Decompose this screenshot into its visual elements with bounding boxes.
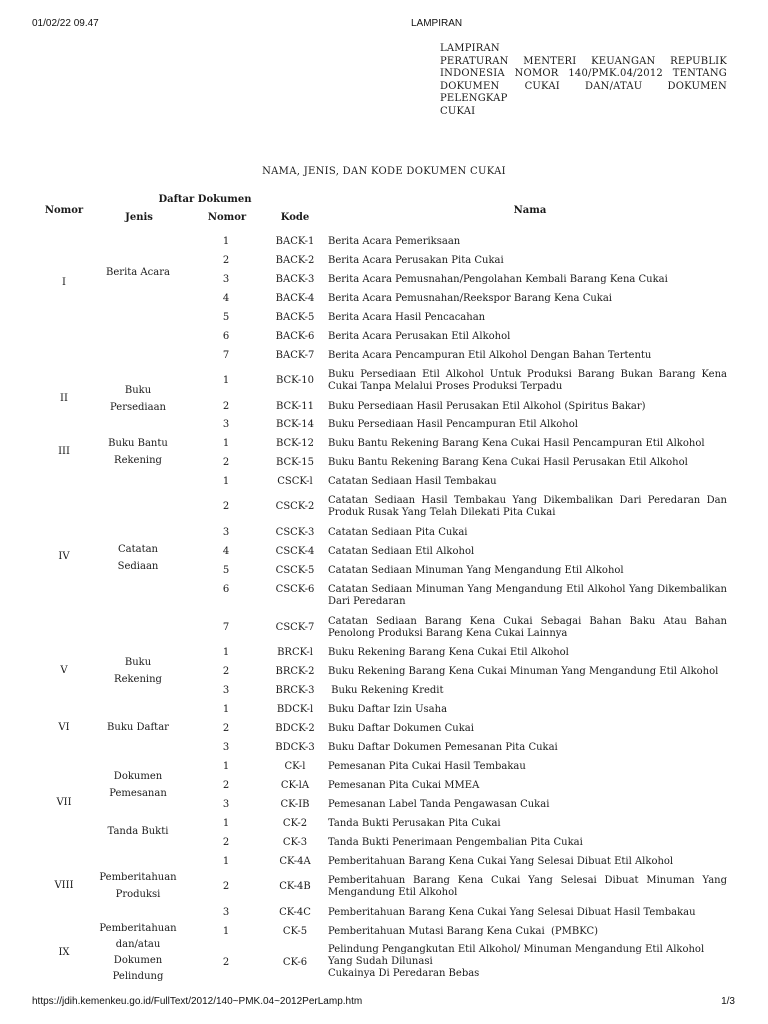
- document-code: CSCK-6: [275, 584, 315, 595]
- document-number: 2: [222, 501, 230, 512]
- column-header-kode: Kode: [280, 212, 310, 223]
- document-number: 1: [222, 761, 230, 772]
- document-code: CK-l: [284, 761, 306, 772]
- document-name: Pemberitahuan Barang Kena Cukai Yang Selesai Dibuat Minuman Yang Mengandung Etil Alkohol: [328, 875, 727, 898]
- group-jenis-line: Dokumen: [113, 771, 163, 782]
- regulation-line: INDONESIA NOMOR 140/PMK.04/2012 TENTANG: [440, 68, 727, 80]
- group-jenis: [92, 264, 184, 281]
- document-code: BCK-12: [275, 438, 315, 449]
- document-name-line: Yang Sudah Dilunasi: [328, 956, 433, 967]
- document-name-line: Cukainya Di Peredaran Bebas: [328, 968, 480, 979]
- document-code: BACK-2: [275, 255, 315, 266]
- regulation-line: CUKAI: [440, 105, 476, 117]
- group-jenis-line: Buku Daftar: [107, 722, 169, 733]
- document-number: 3: [222, 742, 230, 753]
- group-jenis: [92, 869, 184, 903]
- document-code: BCK-14: [275, 419, 315, 430]
- regulation-line: PERATURAN MENTERI KEUANGAN REPUBLIK: [440, 55, 727, 67]
- document-number: 1: [222, 236, 230, 247]
- document-name: Catatan Sediaan Minuman Yang Mengandung Etil Alkohol Yang Dikembalikan Dari Peredaran: [328, 584, 727, 607]
- group-jenis-line: Pelindung: [112, 971, 164, 982]
- document-name: Catatan Sediaan Etil Alkohol: [328, 546, 475, 557]
- group-jenis-line: Dokumen: [113, 955, 163, 966]
- document-number: 3: [222, 907, 230, 918]
- document-number: 4: [222, 546, 230, 557]
- document-name: Berita Acara Pemusnahan/Pengolahan Kembali Barang Kena Cukai: [328, 274, 668, 285]
- document-name: Buku Bantu Rekening Barang Kena Cukai Hasil Perusakan Etil Alkohol: [328, 457, 688, 468]
- document-number: 1: [222, 375, 230, 386]
- group-jenis-line: Catatan: [117, 544, 158, 555]
- document-name: Pemberitahuan Barang Kena Cukai Yang Selesai Dibuat Hasil Tembakau: [328, 907, 696, 918]
- document-number: 1: [222, 926, 230, 937]
- group-jenis-line: dan/atau: [115, 939, 161, 950]
- document-number: 3: [222, 274, 230, 285]
- document-code: CK-IB: [280, 799, 310, 810]
- document-number: 2: [222, 401, 230, 412]
- document-name: Tanda Bukti Perusakan Pita Cukai: [328, 818, 501, 829]
- document-name: Buku Rekening Kredit: [328, 685, 444, 696]
- group-jenis-line: Pemesanan: [109, 788, 167, 799]
- document-code: CK-4A: [279, 856, 311, 867]
- document-code: BACK-4: [275, 293, 315, 304]
- document-code: CK-6: [282, 957, 308, 968]
- document-code: BCK-11: [275, 401, 315, 412]
- group-jenis-line: Buku Bantu: [108, 438, 168, 449]
- document-code: BRCK-3: [275, 685, 315, 696]
- print-page-title: LAMPIRAN: [411, 18, 463, 29]
- group-jenis: [92, 382, 184, 416]
- document-name: Berita Acara Perusakan Pita Cukai: [328, 255, 504, 266]
- column-header-nomor: Nomor: [44, 205, 84, 216]
- document-name-line: Pelindung Pengangkutan Etil Alkohol/ Minuman Mengandung Etil Alkohol: [328, 944, 705, 955]
- document-number: 5: [222, 565, 230, 576]
- document-number: 3: [222, 527, 230, 538]
- group-jenis: [92, 768, 184, 802]
- document-name: Berita Acara Pemeriksaan: [328, 236, 461, 247]
- group-jenis-line: Buku: [124, 385, 152, 396]
- document-code: CK-4B: [279, 881, 311, 892]
- group-number: VI: [58, 722, 70, 733]
- document-number: 2: [222, 881, 230, 892]
- document-code: CK-5: [282, 926, 308, 937]
- document-code: CK-lA: [280, 780, 310, 791]
- document-code: BACK-1: [275, 236, 315, 247]
- group-number: II: [60, 393, 68, 404]
- column-header-daftar-dokumen: Daftar Dokumen: [158, 194, 252, 205]
- document-number: 5: [222, 312, 230, 323]
- group-jenis: [92, 719, 184, 736]
- group-number: III: [58, 446, 70, 457]
- document-code: BRCK-2: [275, 666, 315, 677]
- document-number: 4: [222, 293, 230, 304]
- document-number: 2: [222, 457, 230, 468]
- document-number: 1: [222, 476, 230, 487]
- document-name: Berita Acara Pemusnahan/Reekspor Barang Kena Cukai: [328, 293, 612, 304]
- document-number: 2: [222, 666, 230, 677]
- column-header-nama: Nama: [513, 205, 547, 216]
- document-number: 1: [222, 647, 230, 658]
- document-name: Buku Persediaan Hasil Pencampuran Etil Alkohol: [328, 419, 578, 430]
- document-name: Berita Acara Pencampuran Etil Alkohol Dengan Bahan Tertentu: [328, 350, 652, 361]
- group-jenis-line: Buku: [124, 657, 152, 668]
- document-name: Catatan Sediaan Hasil Tembakau Yang Dikembalikan Dari Peredaran Dan Produk Rusak Yang Telah Dilekati Pita Cukai: [328, 495, 727, 518]
- document-code: BDCK-2: [275, 723, 315, 734]
- document-name: Catatan Sediaan Pita Cukai: [328, 527, 468, 538]
- document-number: 6: [222, 331, 230, 342]
- document-code: BCK-15: [275, 457, 315, 468]
- group-jenis-line: Rekening: [114, 674, 162, 685]
- document-code: BACK-5: [275, 312, 315, 323]
- document-code: BCK-10: [275, 375, 315, 386]
- document-code: CK-3: [282, 837, 308, 848]
- regulation-heading: [440, 43, 727, 119]
- print-datetime: 01/02/22 09.47: [32, 18, 99, 29]
- document-name: Pemberitahuan Mutasi Barang Kena Cukai (PMBKC): [328, 926, 599, 937]
- document-name: Buku Daftar Dokumen Pemesanan Pita Cukai: [328, 742, 558, 753]
- document-number: 7: [222, 622, 230, 633]
- column-header-dokumen-nomor: Nomor: [207, 212, 247, 223]
- group-jenis-line: Tanda Bukti: [107, 826, 169, 837]
- document-number: 1: [222, 704, 230, 715]
- lampiran-label: LAMPIRAN: [440, 43, 500, 54]
- column-header-jenis: Jenis: [125, 212, 153, 223]
- document-name: Buku Persediaan Hasil Perusakan Etil Alkohol (Spiritus Bakar): [328, 401, 646, 412]
- page-url: https://jdih.kemenkeu.go.id/FullText/2012/140~PMK.04~2012PerLamp.htm: [32, 996, 363, 1007]
- document-name: Catatan Sediaan Minuman Yang Mengandung Etil Alkohol: [328, 565, 624, 576]
- document-name: Buku Rekening Barang Kena Cukai Minuman Yang Mengandung Etil Alkohol: [328, 666, 719, 677]
- document-number: 2: [222, 957, 230, 968]
- group-jenis-line: Persediaan: [110, 402, 166, 413]
- document-code: BACK-6: [275, 331, 315, 342]
- page-counter: 1/3: [721, 996, 735, 1007]
- document-number: 7: [222, 350, 230, 361]
- document-number: 1: [222, 856, 230, 867]
- document-number: 3: [222, 419, 230, 430]
- document-number: 1: [222, 438, 230, 449]
- group-jenis: [92, 654, 184, 688]
- document-code: BRCK-l: [277, 647, 313, 658]
- document-number: 3: [222, 799, 230, 810]
- document-code: BDCK-l: [276, 704, 314, 715]
- document-name: Pemesanan Label Tanda Pengawasan Cukai: [328, 799, 550, 810]
- document-name: Pemesanan Pita Cukai MMEA: [328, 780, 480, 791]
- document-name: Buku Persediaan Etil Alkohol Untuk Produksi Barang Bukan Barang Kena Cukai Tanpa Melalui Proses Produksi Terpadu: [328, 369, 727, 392]
- document-name: Buku Daftar Dokumen Cukai: [328, 723, 474, 734]
- document-name: Berita Acara Hasil Pencacahan: [328, 312, 486, 323]
- document-code: CSCK-l: [277, 476, 313, 487]
- document-name: Catatan Sediaan Barang Kena Cukai Sebagai Bahan Baku Atau Bahan Penolong Produksi Barang Kena Cukai Lainnya: [328, 616, 727, 639]
- document-code: BACK-7: [275, 350, 315, 361]
- document-code: CSCK-5: [275, 565, 315, 576]
- group-jenis-line: Pemberitahuan: [99, 872, 177, 883]
- document-name: Berita Acara Perusakan Etil Alkohol: [328, 331, 511, 342]
- group-jenis: [92, 823, 184, 840]
- group-jenis-line: Sediaan: [117, 561, 159, 572]
- document-code: BACK-3: [275, 274, 315, 285]
- group-number: VIII: [54, 880, 74, 891]
- document-code: CSCK-7: [275, 622, 315, 633]
- group-number: IX: [58, 947, 70, 958]
- group-number: V: [60, 665, 68, 676]
- regulation-line: DOKUMEN CUKAI DAN/ATAU DOKUMEN PELENGKAP: [440, 80, 727, 105]
- document-number: 2: [222, 780, 230, 791]
- document-number: 2: [222, 723, 230, 734]
- document-number: 3: [222, 685, 230, 696]
- document-name: Buku Bantu Rekening Barang Kena Cukai Hasil Pencampuran Etil Alkohol: [328, 438, 705, 449]
- group-jenis-line: Berita Acara: [106, 267, 170, 278]
- document-number: 2: [222, 255, 230, 266]
- document-name: Tanda Bukti Penerimaan Pengembalian Pita Cukai: [328, 837, 583, 848]
- document-code: CSCK-4: [275, 546, 315, 557]
- group-number: I: [62, 277, 66, 288]
- document-code: CK-4C: [279, 907, 311, 918]
- document-name: Catatan Sediaan Hasil Tembakau: [328, 476, 497, 487]
- document-title: NAMA, JENIS, DAN KODE DOKUMEN CUKAI: [262, 166, 506, 177]
- group-jenis: [92, 921, 184, 985]
- document-number: 6: [222, 584, 230, 595]
- group-jenis-line: Rekening: [114, 455, 162, 466]
- document-number: 2: [222, 837, 230, 848]
- group-number: VII: [56, 797, 72, 808]
- document-name: Buku Daftar Izin Usaha: [328, 704, 448, 715]
- group-jenis: [92, 435, 184, 469]
- document-number: 1: [222, 818, 230, 829]
- document-name: Pemesanan Pita Cukai Hasil Tembakau: [328, 761, 526, 772]
- group-jenis-line: Pemberitahuan: [99, 923, 177, 934]
- document-name: Pemberitahuan Barang Kena Cukai Yang Selesai Dibuat Etil Alkohol: [328, 856, 674, 867]
- group-jenis-line: Produksi: [115, 889, 161, 900]
- document-code: CSCK-3: [275, 527, 315, 538]
- document-name: Buku Rekening Barang Kena Cukai Etil Alkohol: [328, 647, 569, 658]
- group-jenis: [92, 541, 184, 575]
- document-name: [328, 944, 727, 980]
- document-code: CSCK-2: [275, 501, 315, 512]
- document-code: CK-2: [282, 818, 308, 829]
- document-code: BDCK-3: [275, 742, 315, 753]
- group-number: IV: [58, 551, 70, 562]
